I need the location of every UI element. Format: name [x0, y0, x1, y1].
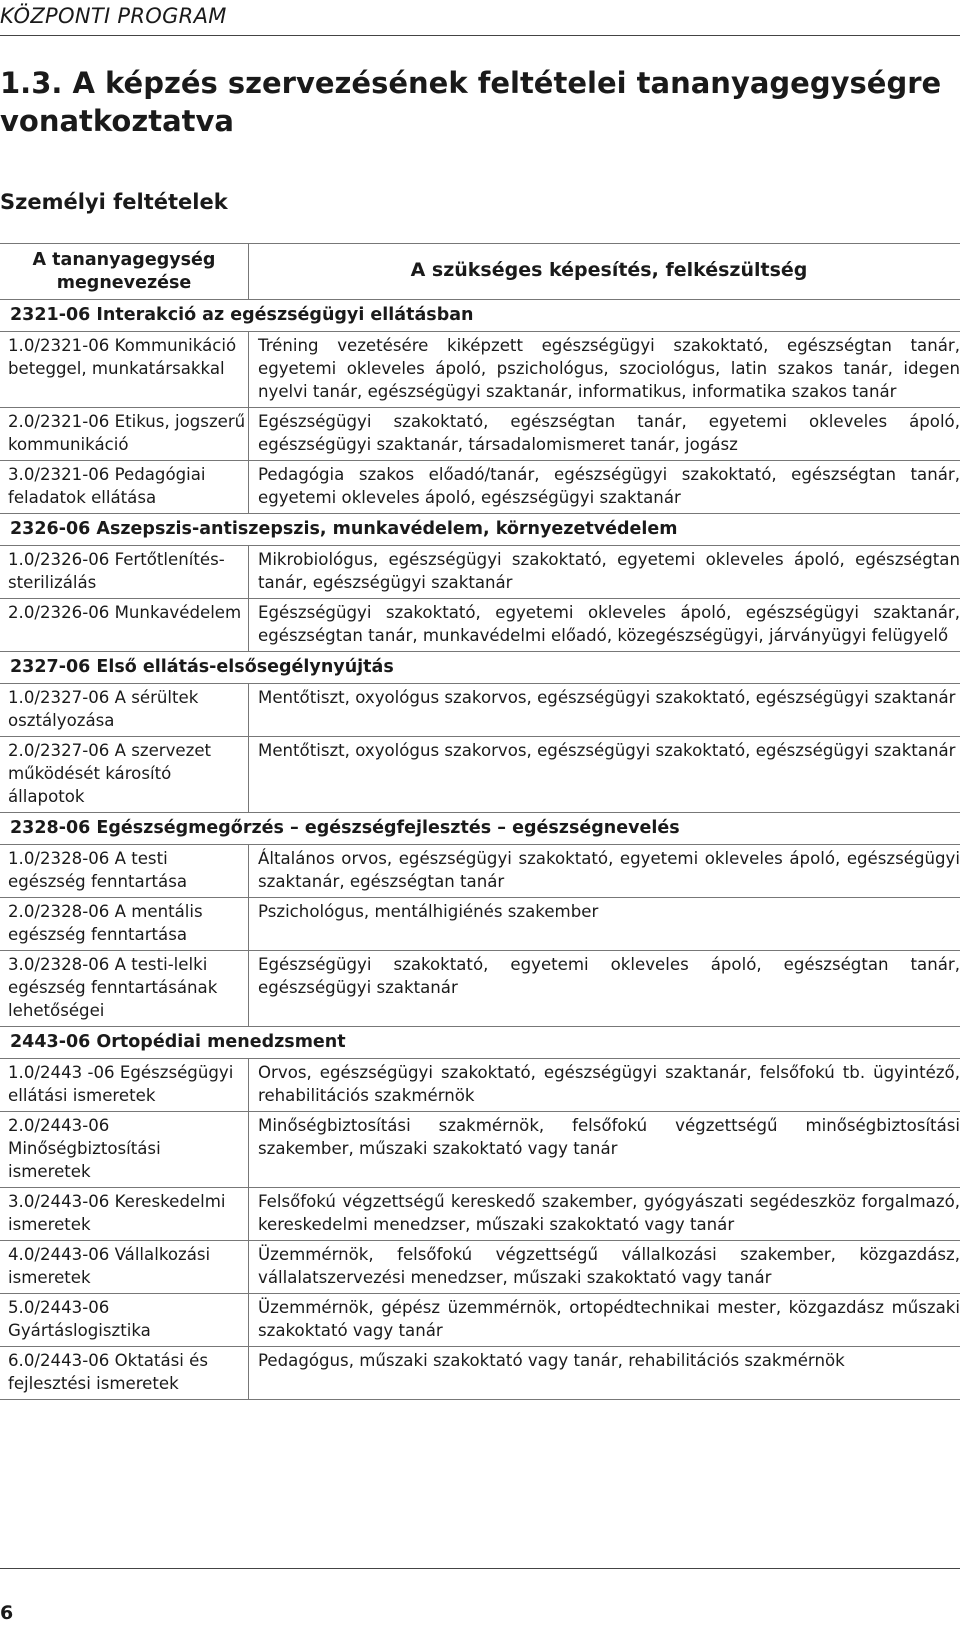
- unit-name-cell: 5.0/2443-06 Gyártáslogisztika: [0, 1294, 249, 1347]
- unit-name-cell: 1.0/2443 -06 Egészségügyi ellátási ismeretek: [0, 1059, 249, 1112]
- table-group-row: [0, 813, 960, 845]
- table-row: [0, 1112, 960, 1188]
- table-row: [0, 1241, 960, 1294]
- table-row: [0, 898, 960, 951]
- qualification-cell: Általános orvos, egészségügyi szakoktató, egyetemi okleveles ápoló, egészségügyi szaktanár, egészségtan tanár: [249, 845, 960, 898]
- unit-name-cell: 2.0/2443-06 Minőségbiztosítási ismeretek: [0, 1112, 249, 1188]
- section-title: 1.3. A képzés szervezésének feltételei tananyagegységre vonatkoztatva: [0, 66, 942, 138]
- unit-name-cell: 3.0/2328-06 A testi-lelki egészség fenntartásának lehetőségei: [0, 951, 249, 1027]
- table-row: [0, 599, 960, 652]
- qualification-cell: Pedagógus, műszaki szakoktató vagy tanár, rehabilitációs szakmérnök: [249, 1347, 960, 1400]
- table-row: [0, 1188, 960, 1241]
- qualification-cell: Tréning vezetésére kiképzett egészségügyi szakoktató, egészségtan tanár, egyetemi okleveles ápoló, pszichológus, szociológus, latin szakos tanár, idegen nyelvi tanár, egészségügyi szaktanár, informatikus, informatika szakos tanár: [249, 332, 960, 408]
- table-group-row: [0, 1027, 960, 1059]
- qualification-cell: Üzemmérnök, felsőfokú végzettségű vállalkozási szakember, közgazdász, vállalatszervezési menedzser, műszaki szakoktató vagy tanár: [249, 1241, 960, 1294]
- table-row: [0, 1347, 960, 1400]
- table-group-row: [0, 300, 960, 332]
- section-subtitle: Személyi feltételek: [0, 190, 228, 214]
- unit-name-cell: 1.0/2326-06 Fertőtlenítés-sterilizálás: [0, 546, 249, 599]
- table-row: [0, 1059, 960, 1112]
- table-row: [0, 461, 960, 514]
- page-number: 6: [0, 1602, 14, 1624]
- running-header: KÖZPONTI PROGRAM: [0, 4, 227, 28]
- unit-name-cell: 6.0/2443-06 Oktatási és fejlesztési ismeretek: [0, 1347, 249, 1400]
- header-divider: [0, 35, 960, 36]
- table-row: [0, 845, 960, 898]
- qualification-cell: Üzemmérnök, gépész üzemmérnök, ortopédtechnikai mester, közgazdász műszaki szakoktató vagy tanár: [249, 1294, 960, 1347]
- table-row: [0, 1294, 960, 1347]
- table-group-row: [0, 652, 960, 684]
- requirements-table: [0, 243, 960, 1400]
- qualification-cell: Egészségügyi szakoktató, egészségtan tanár, egyetemi okleveles ápoló, egészségügyi szaktanár, társadalomismeret tanár, jogász: [249, 408, 960, 461]
- unit-name-cell: 2.0/2321-06 Etikus, jogszerű kommunikáció: [0, 408, 249, 461]
- table-row: [0, 408, 960, 461]
- qualification-cell: Orvos, egészségügyi szakoktató, egészségügyi szaktanár, felsőfokú tb. ügyintéző, rehabilitációs szakmérnök: [249, 1059, 960, 1112]
- qualification-cell: Mentőtiszt, oxyológus szakorvos, egészségügyi szakoktató, egészségügyi szaktanár: [249, 684, 960, 737]
- unit-name-cell: 2.0/2326-06 Munkavédelem: [0, 599, 249, 652]
- qualification-cell: Minőségbiztosítási szakmérnök, felsőfokú végzettségű minőségbiztosítási szakember, műszaki szakoktató vagy tanár: [249, 1112, 960, 1188]
- unit-name-cell: 1.0/2327-06 A sérültek osztályozása: [0, 684, 249, 737]
- unit-name-cell: 2.0/2327-06 A szervezet működését károsító állapotok: [0, 737, 249, 813]
- table-header-row: [0, 244, 960, 300]
- col-header-qualification: A szükséges képesítés, felkészültség: [249, 244, 960, 300]
- qualification-cell: Egészségügyi szakoktató, egyetemi okleveles ápoló, egészségtan tanár, egészségügyi szaktanár: [249, 951, 960, 1027]
- table-row: [0, 684, 960, 737]
- col-header-unit: A tananyagegység megnevezése: [0, 244, 249, 300]
- table-group-row: [0, 514, 960, 546]
- qualification-cell: Mikrobiológus, egészségügyi szakoktató, egyetemi okleveles ápoló, egészségtan tanár, egészségügyi szaktanár: [249, 546, 960, 599]
- group-title: 2327-06 Első ellátás-elsősegélynyújtás: [0, 652, 960, 684]
- unit-name-cell: 1.0/2321-06 Kommunikáció beteggel, munkatársakkal: [0, 332, 249, 408]
- table-row: [0, 737, 960, 813]
- qualification-cell: Mentőtiszt, oxyológus szakorvos, egészségügyi szakoktató, egészségügyi szaktanár: [249, 737, 960, 813]
- group-title: 2326-06 Aszepszis-antiszepszis, munkavédelem, környezetvédelem: [0, 514, 960, 546]
- qualification-cell: Pszichológus, mentálhigiénés szakember: [249, 898, 960, 951]
- qualification-cell: Felsőfokú végzettségű kereskedő szakember, gyógyászati segédeszköz forgalmazó, kereskedelmi menedzser, műszaki szakoktató vagy tanár: [249, 1188, 960, 1241]
- table-row: [0, 951, 960, 1027]
- table-row: [0, 332, 960, 408]
- group-title: 2328-06 Egészségmegőrzés – egészségfejlesztés – egészségnevelés: [0, 813, 960, 845]
- table-row: [0, 546, 960, 599]
- unit-name-cell: 3.0/2443-06 Kereskedelmi ismeretek: [0, 1188, 249, 1241]
- group-title: 2321-06 Interakció az egészségügyi ellátásban: [0, 300, 960, 332]
- unit-name-cell: 1.0/2328-06 A testi egészség fenntartása: [0, 845, 249, 898]
- qualification-cell: Pedagógia szakos előadó/tanár, egészségügyi szakoktató, egészségtan tanár, egyetemi okleveles ápoló, egészségügyi szaktanár: [249, 461, 960, 514]
- unit-name-cell: 4.0/2443-06 Vállalkozási ismeretek: [0, 1241, 249, 1294]
- unit-name-cell: 2.0/2328-06 A mentális egészség fenntartása: [0, 898, 249, 951]
- unit-name-cell: 3.0/2321-06 Pedagógiai feladatok ellátása: [0, 461, 249, 514]
- qualification-cell: Egészségügyi szakoktató, egyetemi okleveles ápoló, egészségügyi szaktanár, egészségtan tanár, munkavédelmi előadó, közegészségügyi, járványügyi felügyelő: [249, 599, 960, 652]
- group-title: 2443-06 Ortopédiai menedzsment: [0, 1027, 960, 1059]
- footer-divider: [0, 1568, 960, 1569]
